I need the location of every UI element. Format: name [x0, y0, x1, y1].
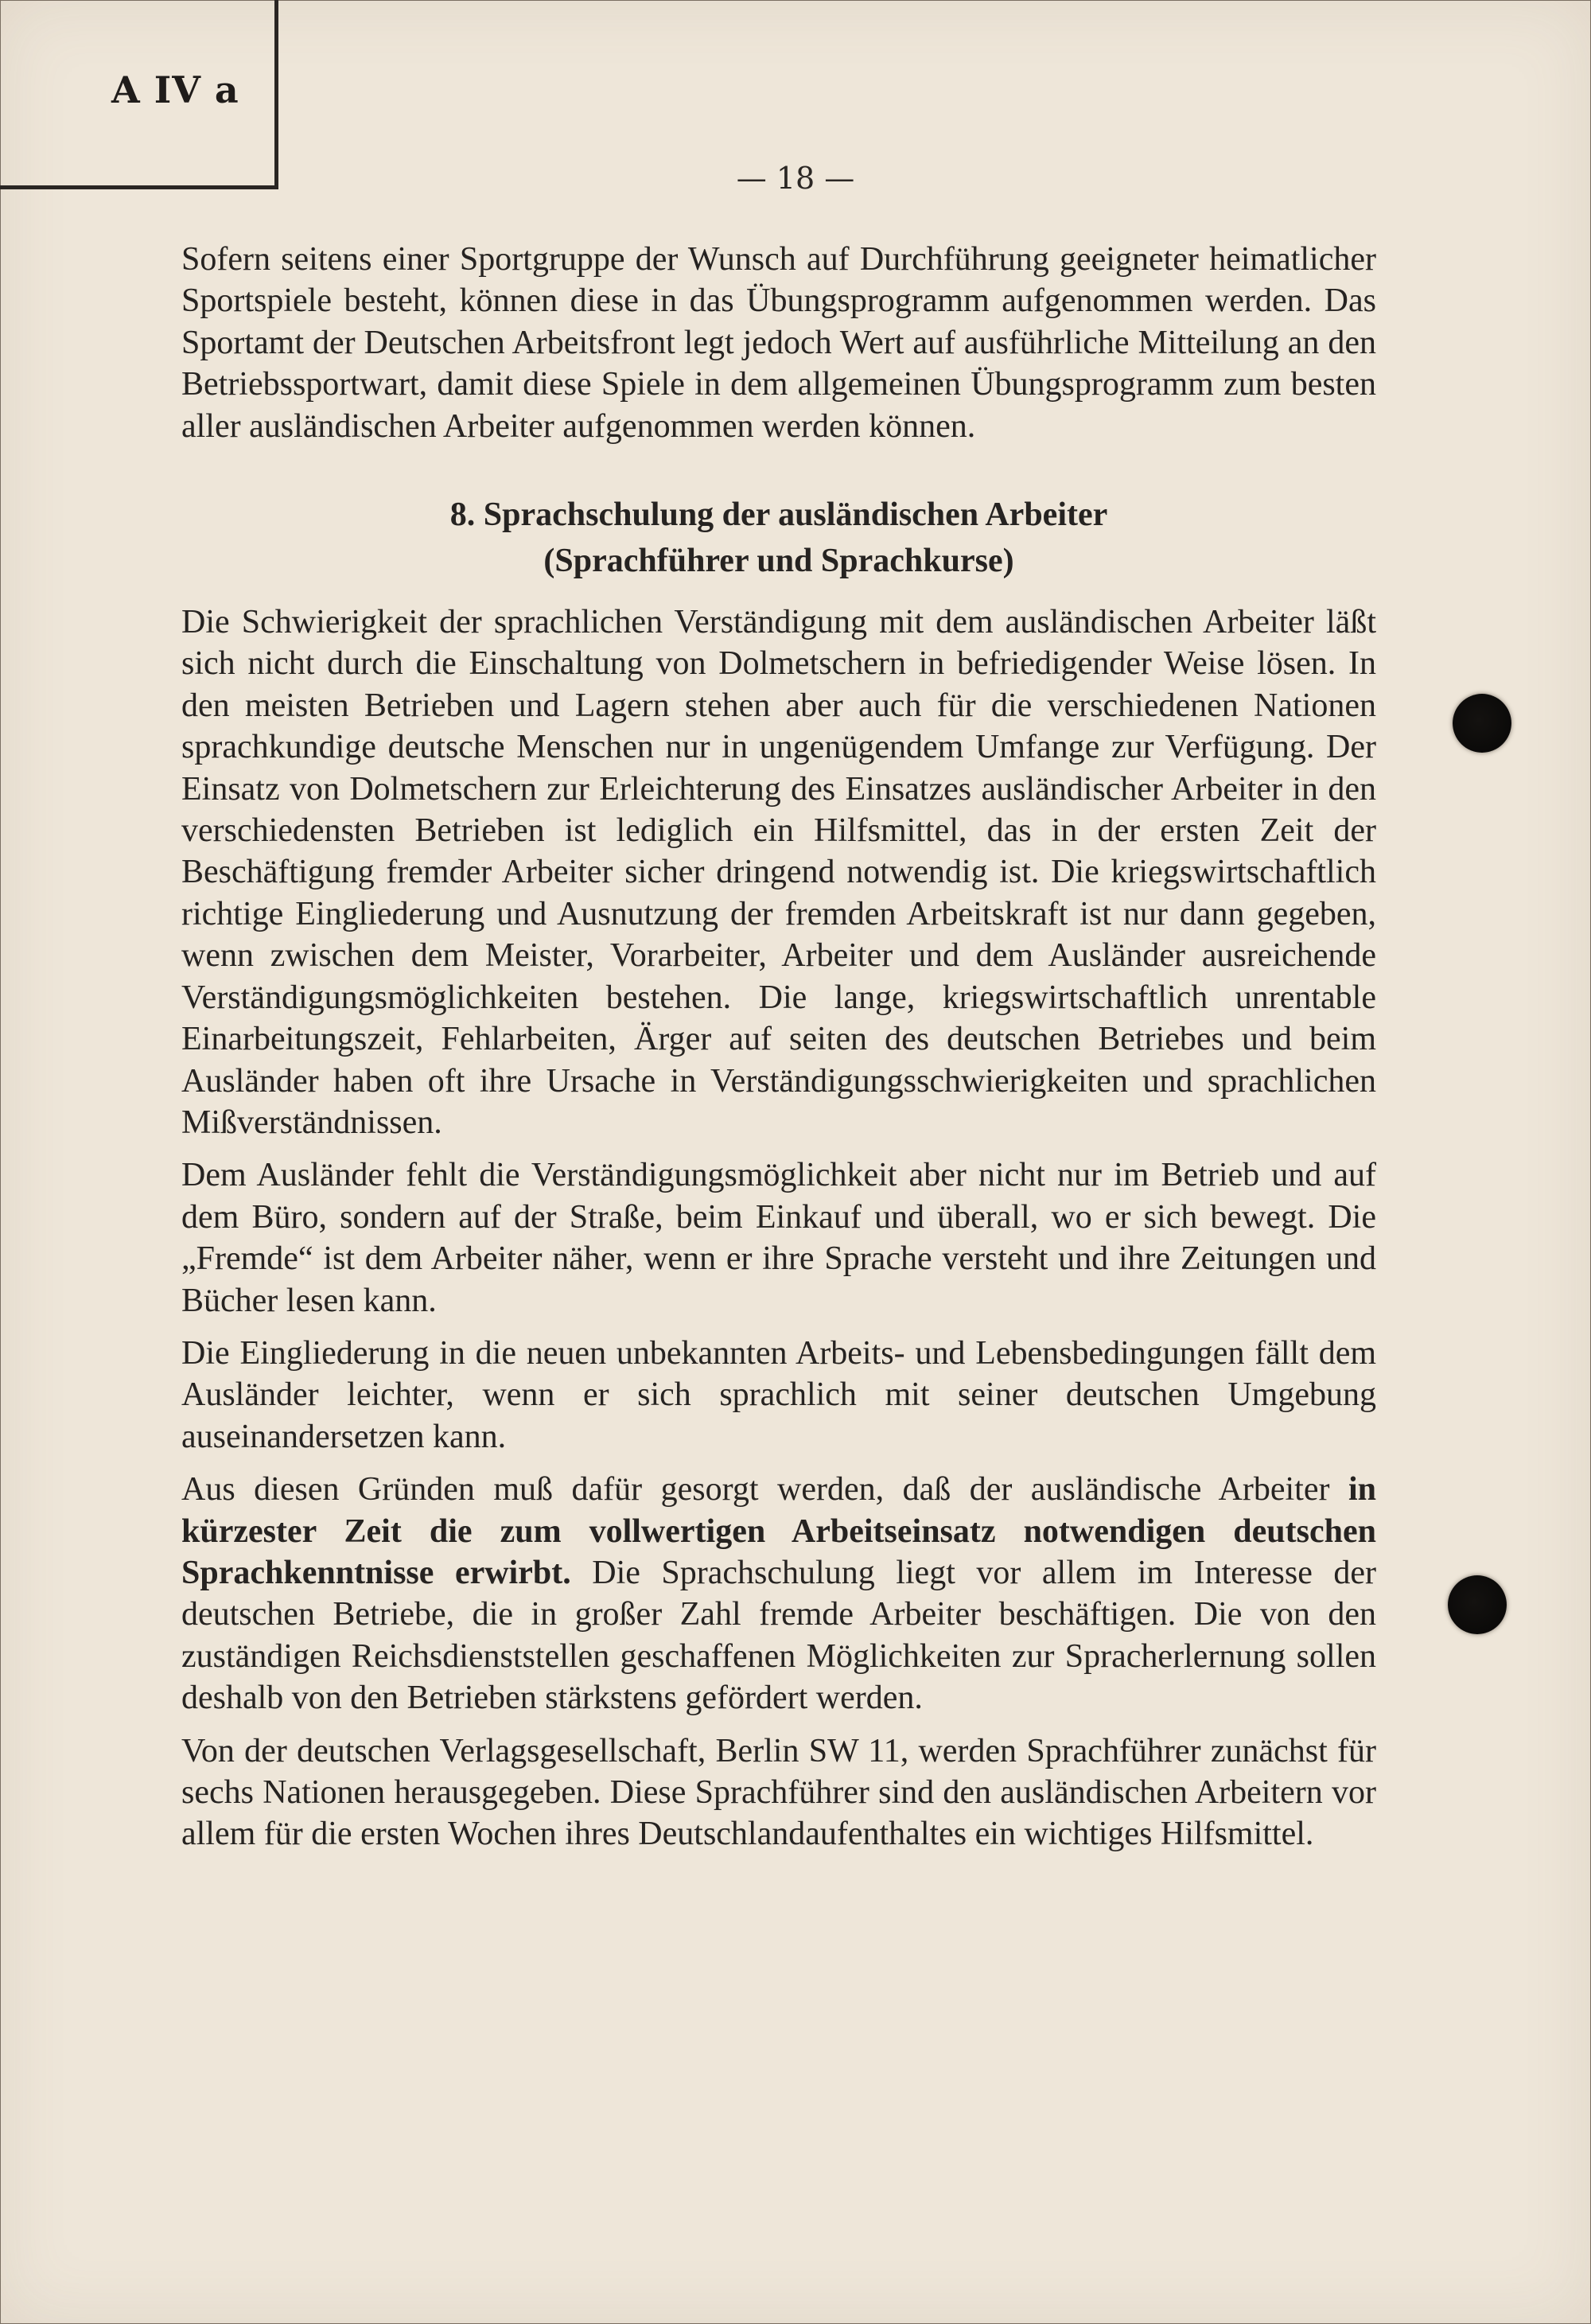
page-number: — 18 —: [736, 161, 855, 196]
paragraph-sprachkenntnisse: [181, 1469, 1376, 1719]
punch-hole-upper: [1453, 694, 1511, 753]
section-heading: [181, 492, 1376, 584]
section-heading-title: 8. Sprachschulung der ausländischen Arbeiter: [449, 496, 1108, 534]
paragraph-sprachkenntnisse-end: Die Sprachschulung liegt vor allem im Interesse der deutschen Betriebe, die in großer Zahl fremde Arbeiter beschäftigen. Die von den zuständigen Reichsdienststellen geschaffenen Möglichkeiten zur Spracherlernung sollen deshalb von den Betrieben stärkstens gefördert werden.: [181, 1554, 1376, 1717]
section-heading-subtitle: (Sprachführer und Sprachkurse): [543, 543, 1014, 580]
paragraph-sprachkenntnisse-emphasis: in kürzester Zeit die zum vollwertigen Arbeitseinsatz notwendigen deutschen Sprachkenntnisse erwirbt.: [181, 1471, 1376, 1591]
punch-hole-lower: [1448, 1575, 1507, 1634]
paragraph-sprachfuehrer: Von der deutschen Verlagsgesellschaft, Berlin SW 11, werden Sprachführer zunächst für sechs Nationen herausgegeben. Diese Sprachführer sind den ausländischen Arbeitern vor allem für die ersten Wochen ihres Deutschlandaufenthaltes ein wichtiges Hilfsmittel.: [181, 1732, 1376, 1853]
paragraph-eingliederung: Die Eingliederung in die neuen unbekannten Arbeits- und Lebensbedingungen fällt dem Ausländer leichter, wenn er sich sprachlich mit seiner deutschen Umgebung auseinandersetzen kann.: [181, 1334, 1376, 1455]
paragraph-sprachkenntnisse-start: Aus diesen Gründen muß dafür gesorgt werden, daß der ausländische Arbeiter: [181, 1471, 1348, 1508]
paragraph-sportspiele: Sofern seitens einer Sportgruppe der Wunsch auf Durchführung geeigneter heimatlicher Sportspiele besteht, können diese in das Übungsprogramm aufgenommen werden. Das Sportamt der Deutschen Arbeitsfront legt jedoch Wert auf ausführliche Mitteilung an den Betriebssportwart, damit diese Spiele in dem allgemeinen Übungsprogramm zum besten aller ausländischen Arbeiter aufgenommen werden können.: [181, 241, 1376, 445]
body-text: [181, 239, 1376, 1855]
section-stamp-label: A IV a: [111, 68, 239, 111]
paragraph-verstaendigung: Die Schwierigkeit der sprachlichen Verständigung mit dem ausländischen Arbeiter läßt sich nicht durch die Einschaltung von Dolmetschern in befriedigender Weise lösen. In den meisten Betrieben und Lagern stehen aber auch für die verschiedenen Nationen sprachkundige deutsche Menschen nur in ungenügendem Umfange zur Verfügung. Der Einsatz von Dolmetschern zur Erleichterung des Einsatzes ausländischer Arbeiter in den verschiedensten Betrieben ist lediglich ein Hilfsmittel, das in der ersten Zeit der Beschäftigung fremder Arbeiter sicher dringend notwendig ist. Die kriegswirtschaftlich richtige Eingliederung und Ausnutzung der fremden Arbeitskraft ist nur dann gegeben, wenn zwischen dem Meister, Vorarbeiter, Arbeiter und dem Ausländer ausreichende Verständigungsmöglichkeiten bestehen. Die lange, kriegswirtschaftlich unrentable Einarbeitungszeit, Fehlarbeiten, Ärger auf seiten des deutschen Betriebes und beim Ausländer haben oft ihre Ursache in Verständigungsschwierigkeiten und sprachlichen Mißverständnissen.: [181, 604, 1376, 1141]
paragraph-fremde: Dem Ausländer fehlt die Verständigungsmöglichkeit aber nicht nur im Betrieb und auf dem Büro, sondern auf der Straße, beim Einkauf und überall, wo er sich bewegt. Die „Fremde“ ist dem Arbeiter näher, wenn er ihre Sprache versteht und ihre Zeitungen und Bücher lesen kann.: [181, 1157, 1376, 1319]
